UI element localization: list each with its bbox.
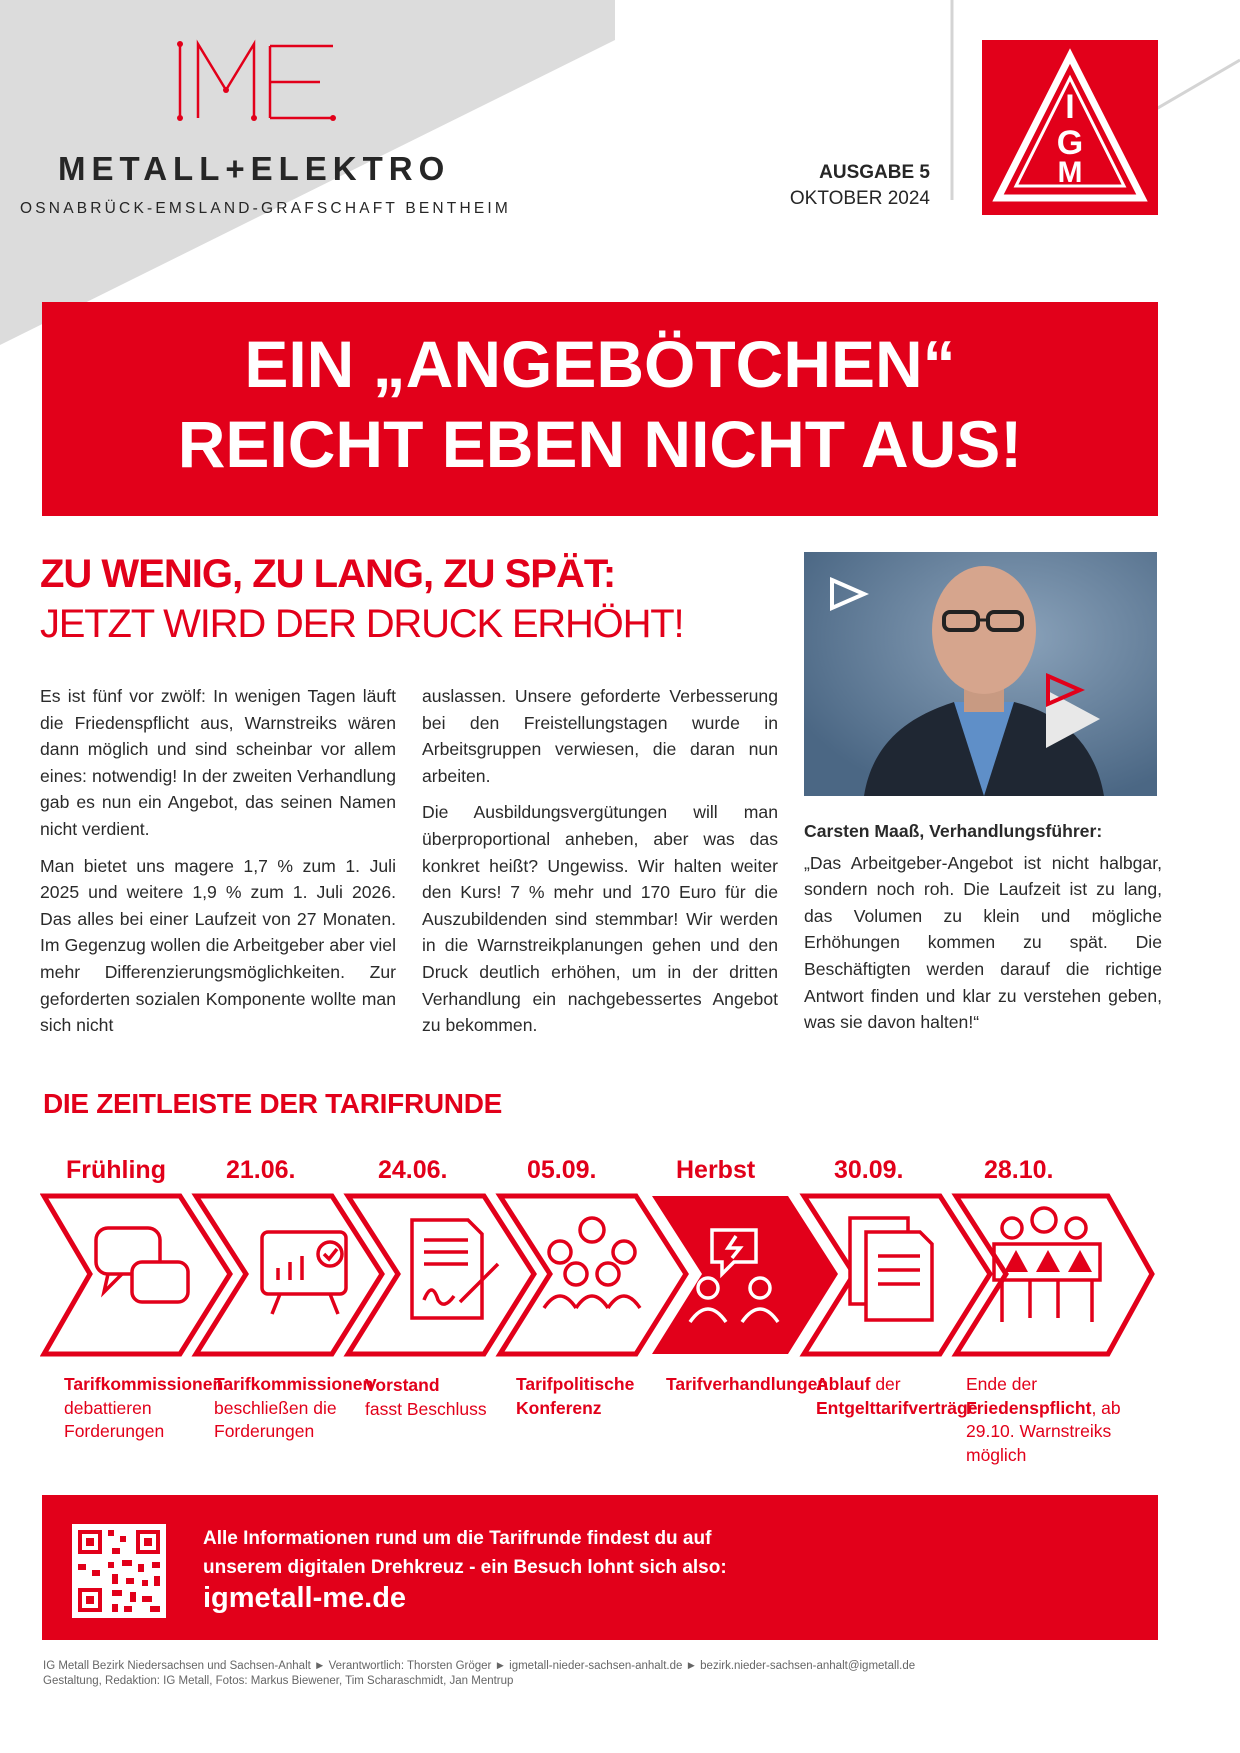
documents-icon bbox=[850, 1218, 932, 1320]
info-line2: unserem digitalen Drehkreuz - ein Besuch lohnt sich also: bbox=[203, 1557, 727, 1578]
timeline-date-7: 28.10. bbox=[984, 1156, 1054, 1184]
subheadline-line2: JETZT WIRD DER DRUCK ERHÖHT! bbox=[40, 602, 684, 646]
timeline-chevron-5 bbox=[652, 1196, 838, 1354]
timeline-desc-2-text: beschließen die Forderungen bbox=[214, 1397, 337, 1441]
timeline-desc-3-bold: Vorstand bbox=[365, 1375, 440, 1395]
timeline-chevron-7 bbox=[956, 1196, 1152, 1354]
timeline-desc-2-bold: Tarifkommissionen bbox=[214, 1374, 374, 1394]
timeline-desc-7-text-pre: Ende der bbox=[966, 1374, 1038, 1394]
portrait-illustration bbox=[804, 552, 1157, 796]
article-column-1 bbox=[40, 683, 396, 1049]
timeline-date-2: 21.06. bbox=[226, 1156, 296, 1184]
timeline-date-3: 24.06. bbox=[378, 1156, 448, 1184]
brand-region: OSNABRÜCK-EMSLAND-GRAFSCHAFT BENTHEIM bbox=[20, 200, 512, 217]
timeline-arrows bbox=[40, 1192, 1160, 1362]
logo-letter-m: M bbox=[1057, 156, 1083, 189]
article-column-2 bbox=[422, 683, 778, 1049]
timeline-desc-6 bbox=[816, 1373, 978, 1420]
issue-date: OKTOBER 2024 bbox=[789, 188, 930, 209]
timeline-date-1: Frühling bbox=[66, 1156, 166, 1184]
timeline-desc-3 bbox=[365, 1374, 515, 1421]
presentation-chart-icon bbox=[262, 1232, 346, 1314]
logo-letter-i: I bbox=[1065, 88, 1075, 126]
document-signature-icon bbox=[412, 1220, 498, 1318]
article-paragraph-3: Die Ausbildungsvergütungen will man überproportional anheben, aber was das konkret heißt? Ungewiss. Wir halten weiter den Kurs! 7 % mehr und 170 Euro für die Auszubildenden sind stemmbar! Wir werden in die Warnstreikplanungen gehen und den Druck deutlich erhöhen, um in der dritten Verhandlung ein nachgebessertes Angebot zu bekommen. bbox=[422, 802, 778, 1036]
timeline-desc-4-bold: Tarifpolitische Konferenz bbox=[516, 1374, 635, 1418]
timeline-desc-6-bold-pre: Ablauf bbox=[816, 1374, 871, 1394]
timeline-desc-3-text: fasst Beschluss bbox=[365, 1398, 487, 1419]
issue-info bbox=[790, 160, 930, 212]
issue-number: AUSGABE 5 bbox=[819, 162, 930, 183]
quote-speaker: Carsten Maaß, Verhandlungsführer: bbox=[804, 821, 1103, 841]
timeline-desc-1-text: debattieren Forderungen bbox=[64, 1397, 165, 1441]
article-paragraph-2b: auslassen. Unsere geforderte Verbesserung bei den Freistellungstagen wurde in Arbeitsgruppen verwiesen, die daran nun arbeiten. bbox=[422, 686, 778, 786]
me-logo-icon bbox=[170, 38, 340, 128]
timeline-desc-4 bbox=[516, 1373, 656, 1420]
timeline-date-4: 05.09. bbox=[527, 1156, 597, 1184]
speech-bubbles-icon bbox=[96, 1228, 188, 1302]
footer bbox=[43, 1659, 915, 1689]
headline-line1: EIN „ANGEBÖTCHEN“ bbox=[244, 327, 956, 401]
info-url-link[interactable]: igmetall-me.de bbox=[203, 1582, 407, 1614]
timeline-desc-5-bold: Tarifverhandlungen bbox=[666, 1374, 829, 1394]
quote-block bbox=[804, 818, 1162, 1046]
qr-code-icon[interactable] bbox=[72, 1524, 166, 1618]
timeline-desc-6-text: der bbox=[870, 1374, 901, 1394]
timeline-desc-1-bold: Tarifkommissionen bbox=[64, 1374, 224, 1394]
timeline-desc-7-bold: Friedenspflicht bbox=[966, 1397, 1092, 1418]
ig-metall-logo bbox=[982, 40, 1158, 215]
timeline-date-5: Herbst bbox=[676, 1156, 756, 1184]
group-icon bbox=[544, 1218, 640, 1308]
article-paragraph-1: Es ist fünf vor zwölf: In wenigen Tagen läuft die Friedenspflicht aus, Warnstreiks wären dann möglich und sind scheinbar vor allem eines: notwendig! In der zweiten Verhandlung gab es nun ein Angebot, das seinen Namen nicht verdient. bbox=[40, 686, 396, 839]
info-line1: Alle Informationen rund um die Tarifrunde findest du auf bbox=[203, 1528, 712, 1549]
subheadline-line1: ZU WENIG, ZU LANG, ZU SPÄT: bbox=[40, 552, 616, 596]
footer-line2: Gestaltung, Redaktion: IG Metall, Fotos: Markus Biewener, Tim Scharaschmidt, Jan Mentrup bbox=[43, 1675, 514, 1687]
quote-text: „Das Arbeitgeber-Angebot ist nicht halbgar, sondern noch roh. Die Laufzeit ist zu lang, das Volumen zu klein und mögliche Erhöhungen kommen zu spät. Die Beschäftigten werden darauf die richtige Antwort finden und klar zu verstehen geben, was sie davon halten!“ bbox=[804, 852, 1162, 1033]
info-text bbox=[203, 1524, 727, 1582]
timeline-desc-5 bbox=[666, 1373, 829, 1397]
timeline-desc-1 bbox=[64, 1373, 224, 1444]
timeline-date-6: 30.09. bbox=[834, 1156, 904, 1184]
strike-flags-icon bbox=[1004, 1250, 1092, 1272]
headline-banner bbox=[42, 302, 1158, 516]
portrait-photo bbox=[804, 552, 1157, 796]
timeline-title: DIE ZEITLEISTE DER TARIFRUNDE bbox=[43, 1088, 503, 1119]
brand-name: METALL+ELEKTRO bbox=[58, 150, 451, 187]
timeline-desc-6-bold-post: Entgelttarifverträge bbox=[816, 1397, 978, 1418]
article-paragraph-2a: Man bietet uns magere 1,7 % zum 1. Juli 2025 und weitere 1,9 % zum 1. Juli 2026. Das alles bei einer Laufzeit von 27 Monaten. Im Gegenzug wollen die Arbeitgeber aber viel mehr Differenzierungsmöglichkeiten. Zur geforderten sozialen Komponente wollte man sich nicht bbox=[40, 855, 396, 1036]
timeline-desc-7 bbox=[966, 1373, 1156, 1467]
ig-metall-logo-icon bbox=[982, 40, 1158, 215]
logo-letter-g: G bbox=[1056, 124, 1084, 162]
timeline-desc-7-text: , ab 29.10. Warnstreiks möglich bbox=[966, 1397, 1121, 1465]
headline-line2: REICHT EBEN NICHT AUS! bbox=[177, 407, 1023, 481]
footer-line1: IG Metall Bezirk Niedersachsen und Sachsen-Anhalt ► Verantwortlich: Thorsten Gröger ► igmetall-nieder-sachsen-anhalt.de ► bezirk.nieder-sachsen-anhalt@igmetall.de bbox=[43, 1660, 916, 1672]
timeline-desc-2 bbox=[214, 1373, 374, 1444]
